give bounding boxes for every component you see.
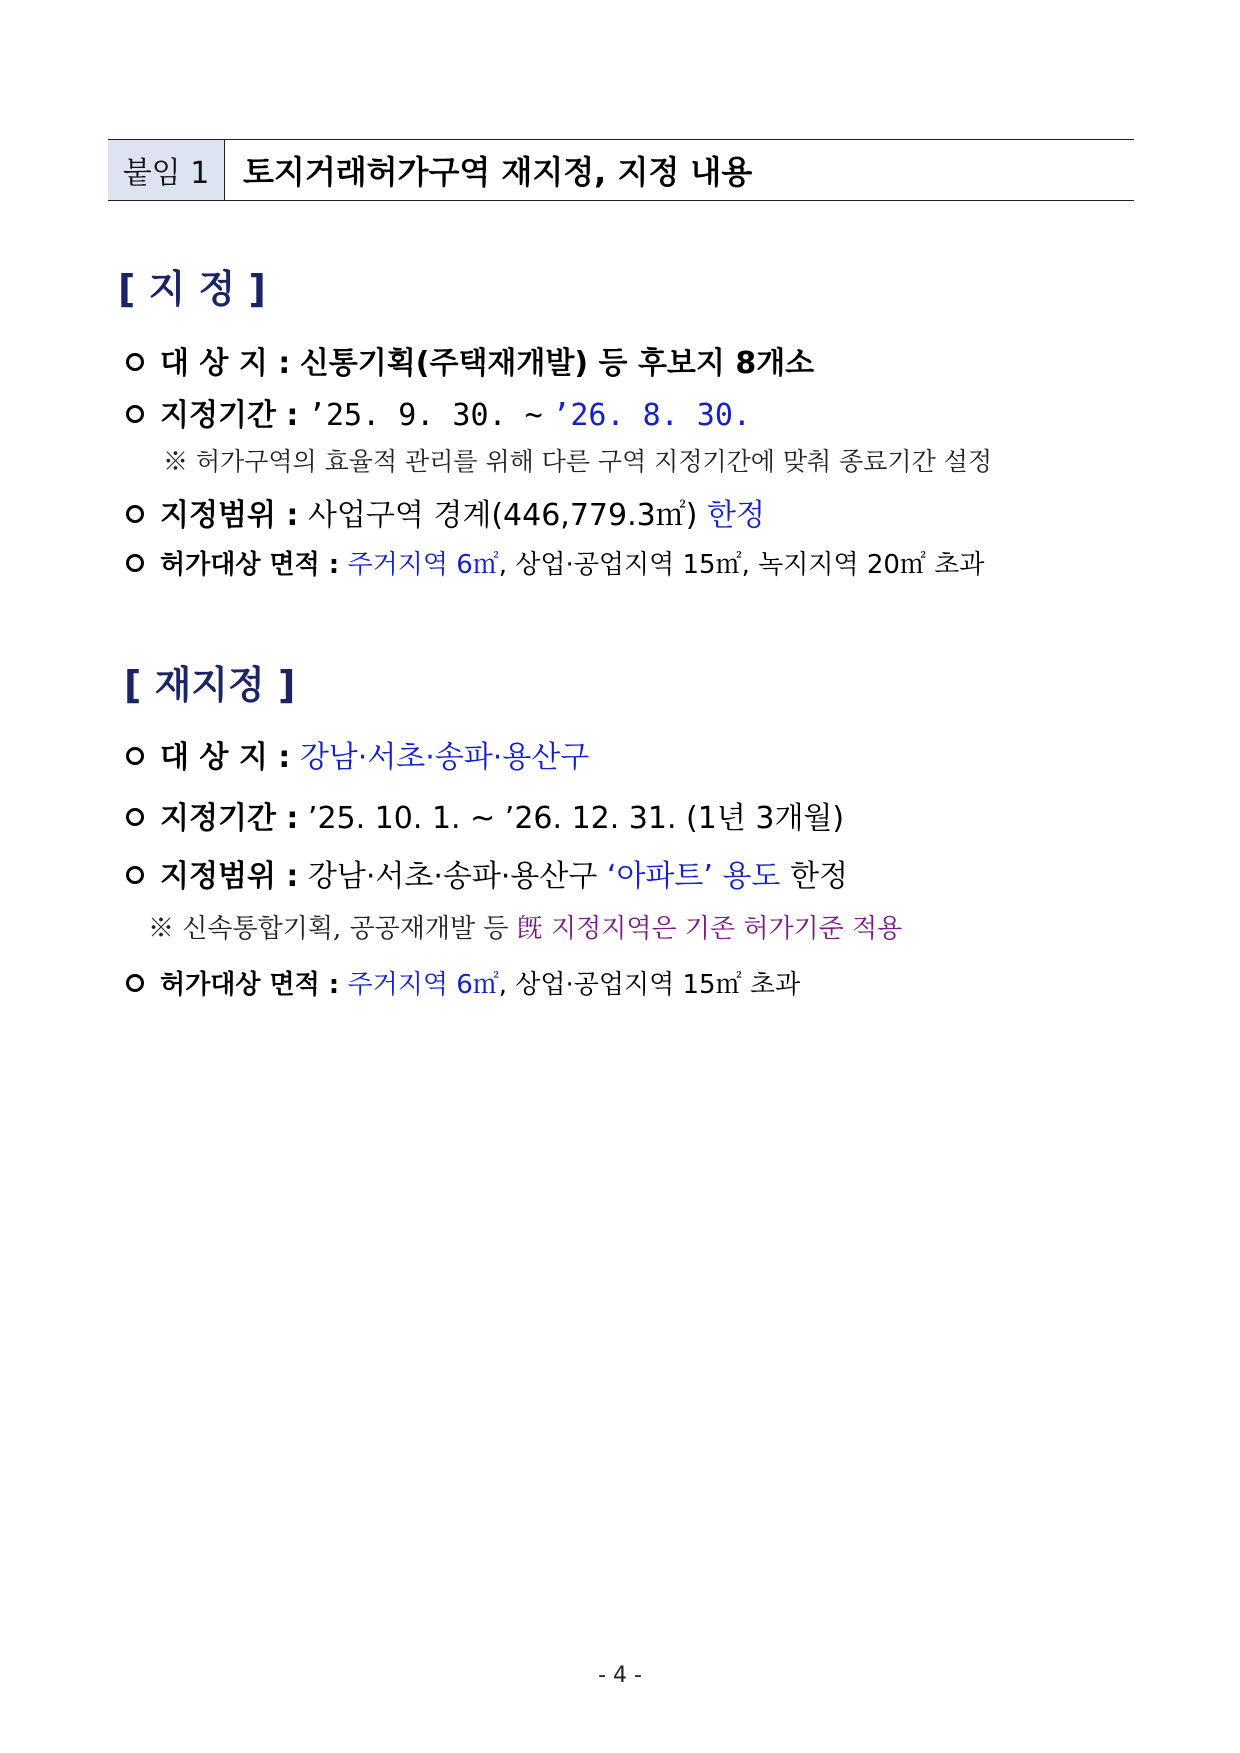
bullet-icon — [126, 405, 144, 423]
area-rest: , 상업·공업지역 15㎡, 녹지지역 20㎡ 초과 — [498, 550, 985, 580]
scope-emph: ‘아파트’ 용도 — [606, 859, 781, 894]
bullet-icon — [126, 505, 144, 523]
section-title-redesignation: [ 재지정 ] — [124, 663, 296, 707]
scope-note-lead: ※ 신속통합기획, 공공재개발 등 — [148, 914, 509, 944]
bullet-icon — [126, 554, 144, 572]
attachment-header — [108, 139, 1134, 201]
period-start: ’25. 9. 30. ~ — [307, 398, 543, 433]
scope-note — [148, 908, 902, 945]
period-label: 지정기간 : — [160, 801, 299, 836]
section-title-designation: [ 지 정 ] — [118, 267, 266, 311]
period-end: ’26. 8. 30. — [552, 398, 751, 433]
bullet-icon — [126, 866, 144, 884]
scope-value: 사업구역 경계(446,779.3㎡) — [307, 498, 698, 533]
scope-tail: 한정 — [789, 859, 848, 894]
designation-area-row — [126, 544, 984, 581]
redesignation-scope-row — [126, 851, 848, 895]
target-label: 대 상 지 : — [160, 346, 291, 381]
attachment-tag: 붙임 1 — [108, 140, 225, 200]
page-number: - 4 - — [598, 1663, 642, 1688]
area-residential: 주거지역 6㎡ — [347, 550, 499, 580]
period-label: 지정기간 : — [160, 398, 299, 433]
target-label: 대 상 지 : — [160, 740, 291, 775]
redesignation-area-row — [126, 964, 800, 1001]
bullet-icon — [126, 747, 144, 765]
designation-scope-row — [126, 490, 765, 534]
target-value: 신통기획(주택재개발) 등 후보지 8개소 — [299, 346, 815, 381]
area-residential: 주거지역 6㎡ — [347, 970, 499, 1000]
scope-label: 지정범위 : — [160, 859, 299, 894]
redesignation-period-row — [126, 793, 844, 837]
scope-value: 강남·서초·송파·용산구 — [307, 859, 598, 894]
area-label: 허가대상 면적 : — [160, 550, 340, 580]
scope-emph: 한정 — [706, 498, 765, 533]
redesignation-target-row — [126, 732, 589, 776]
area-label: 허가대상 면적 : — [160, 970, 340, 1000]
period-note: ※ 허가구역의 효율적 관리를 위해 다른 구역 지정기간에 맞춰 종료기간 설정 — [163, 447, 992, 476]
target-value: 강남·서초·송파·용산구 — [299, 740, 590, 775]
attachment-title: 토지거래허가구역 재지정, 지정 내용 — [243, 153, 753, 191]
designation-period-row — [126, 390, 751, 434]
designation-target-row — [126, 338, 814, 382]
period-value: ’25. 10. 1. ~ ’26. 12. 31. (1년 3개월) — [307, 801, 845, 836]
scope-note-emph: 旣 지정지역은 기존 허가기준 적용 — [516, 914, 903, 944]
bullet-icon — [126, 974, 144, 992]
scope-label: 지정범위 : — [160, 498, 299, 533]
area-rest: , 상업·공업지역 15㎡ 초과 — [498, 970, 801, 1000]
bullet-icon — [126, 808, 144, 826]
bullet-icon — [126, 353, 144, 371]
